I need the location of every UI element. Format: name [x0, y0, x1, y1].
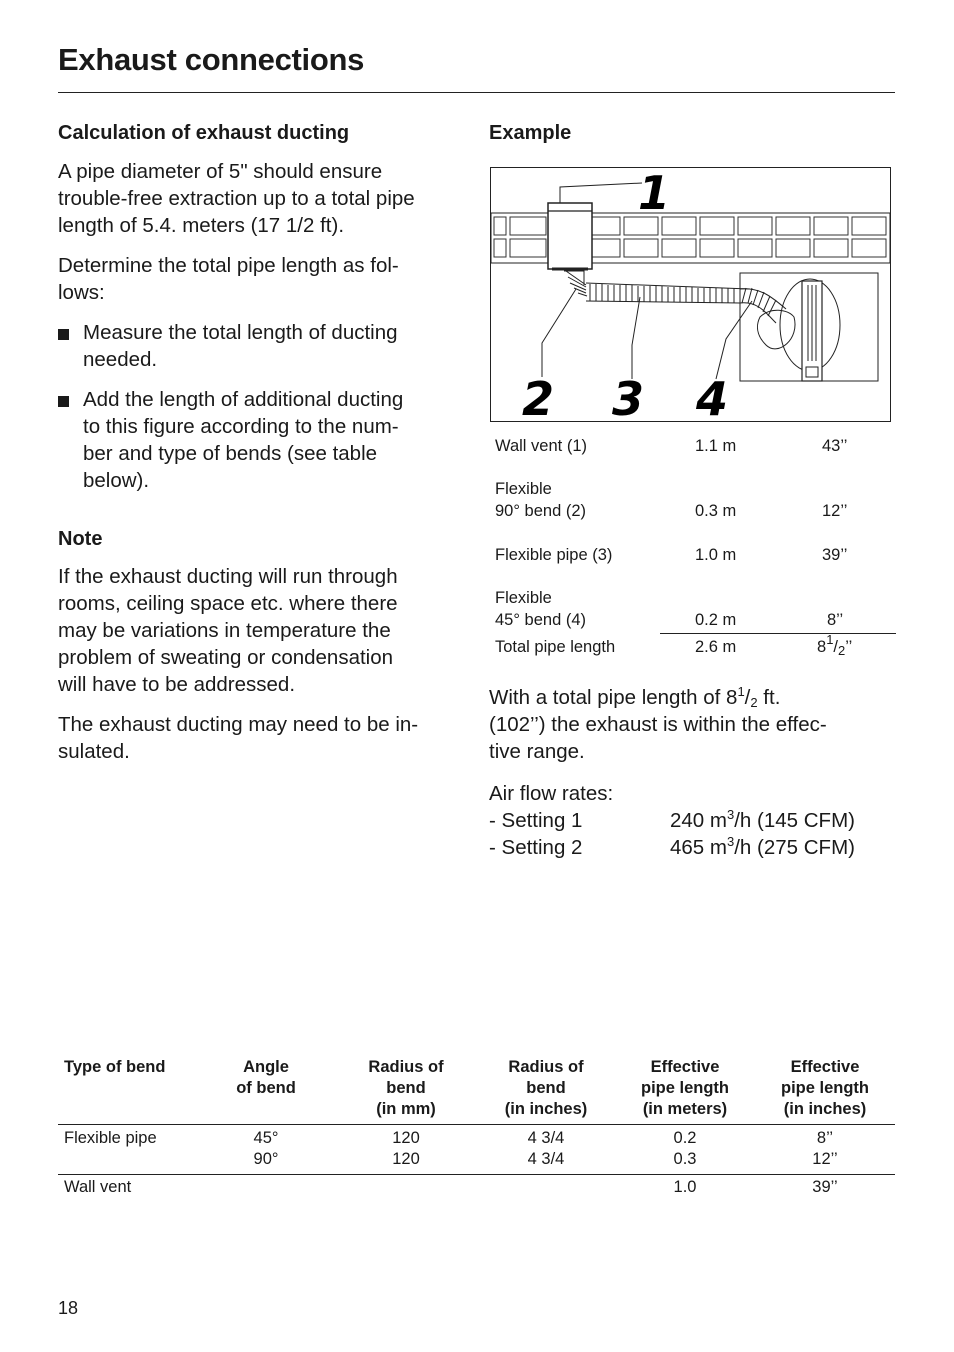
example-heading: Example — [489, 122, 572, 144]
airflow-heading: Air flow rates: — [489, 782, 614, 805]
bend-table-header — [58, 1057, 895, 1123]
airflow-setting: - Setting 2 465 $m^3/h$ (275 CFM) — [489, 834, 855, 859]
page-number: 18 — [58, 1298, 79, 1318]
header-radius-in: Radius of bend (in inches) — [504, 1058, 588, 1118]
pipe-diameter-paragraph: A pipe diameter of 5" should ensure trouble-free extraction up to a total pipe length of 5.4. meters (17 1/2 ft). — [58, 160, 415, 237]
calc-heading: Calculation of exhaust ducting — [58, 122, 350, 144]
title-divider — [58, 92, 895, 93]
header-radius-mm: Radius of bend (in mm) — [368, 1058, 444, 1118]
callout-2: 2 — [522, 372, 555, 422]
bullet-list — [58, 319, 468, 507]
page-title: Exhaust connections — [58, 42, 365, 77]
table-rule — [58, 1124, 895, 1125]
bullet-item: Add the length of additional ducting to this figure according to the num- ber and type of bends (see table below). — [58, 386, 468, 494]
callout-3: 3 — [612, 372, 645, 422]
insulation-paragraph: The exhaust ducting may need to be in- sulated. — [58, 713, 419, 763]
callout-4: 4 — [696, 372, 729, 422]
exhaust-diagram — [490, 167, 891, 422]
note-heading: Note — [58, 528, 103, 550]
bend-table: Type of bend Angle of bend Radius of bend (in mm) Radius of bend (in inches) Effective pipe length (in meters) Effective pipe length (in inches) Flexible pipe 45° 90° 120 120 4 3/4 4 3/4 0.2 0.3 8’’ 12’’ Wall vent 1.0 39’’ — [58, 1057, 895, 1123]
header-type: Type of bend — [64, 1058, 166, 1076]
note-paragraph: If the exhaust ducting will run through rooms, ceiling space etc. where there may be variations in temperature the problem of sweating or condensation will have to be addressed. — [58, 565, 398, 696]
table-rule — [58, 1174, 895, 1175]
bullet-square-icon — [58, 329, 69, 340]
callout-1: 1 — [638, 167, 671, 220]
determine-paragraph: Determine the total pipe length as fol- lows: — [58, 254, 399, 304]
bullet-square-icon — [58, 396, 69, 407]
header-eff-m: Effective pipe length (in meters) — [641, 1058, 729, 1118]
total-divider — [660, 633, 896, 634]
airflow-setting: - Setting 1 240 $m^3/h$ (145 CFM) — [489, 807, 855, 832]
conclusion-paragraph: With a total pipe length of $8^1/_2$ ft. (102’’) the exhaust is within the effec- tive range. — [489, 684, 827, 763]
header-angle: Angle of bend — [236, 1058, 296, 1097]
bullet-item: Measure the total length of ducting needed. — [58, 319, 468, 373]
air-flow-rates — [489, 780, 909, 861]
header-eff-in: Effective pipe length (in inches) — [781, 1058, 869, 1118]
